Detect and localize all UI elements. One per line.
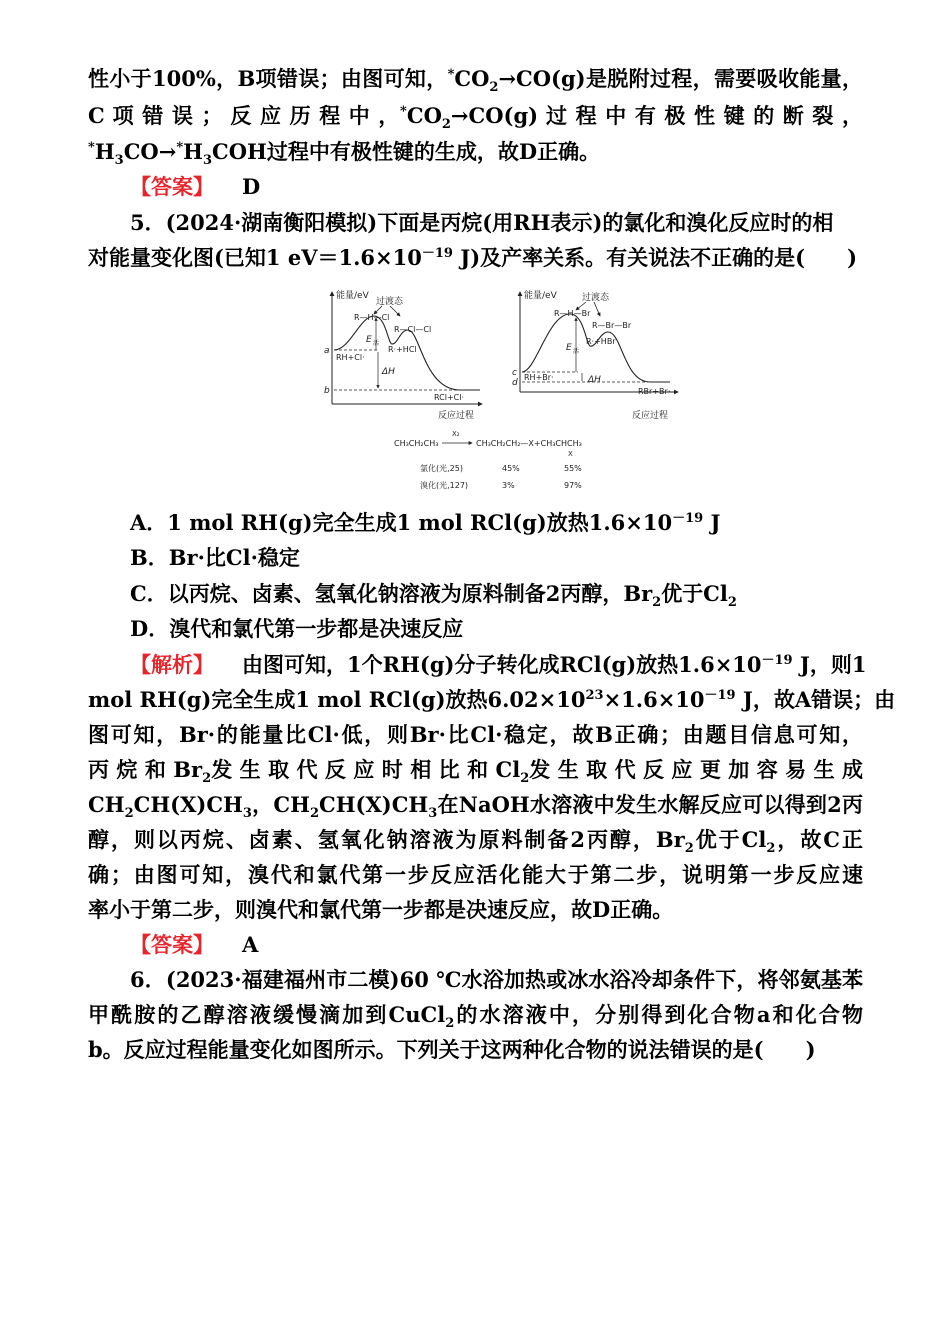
svg-text:R—H—Cl: R—H—Cl	[354, 313, 390, 322]
question-stem: 甲酰胺的乙醇溶液缓慢滴加到CuCl$_2$的水溶液中，分别得到化合物a和化合物	[88, 1002, 863, 1032]
svg-text:能量/eV: 能量/eV	[524, 291, 557, 301]
svg-text:溴化(光,127): 溴化(光,127)	[420, 481, 469, 490]
svg-text:R—H—Br: R—H—Br	[554, 309, 591, 318]
svg-text:反应过程: 反应过程	[438, 411, 475, 421]
svg-text:CH₃CH₂CH₃: CH₃CH₂CH₃	[394, 439, 439, 448]
answer-line	[130, 172, 863, 202]
explanation-line: 图可知，Br·的能量比Cl·低，则Br·比Cl·稳定，故B正确；由题目信息可知，	[88, 722, 863, 747]
answer-tag: 【答案】	[130, 932, 214, 957]
text-line: 性小于100%，B项错误；由图可知，$^*CO_2\to CO(g)$是脱附过程，需要吸收能量，	[88, 66, 863, 96]
explanation-line: 【解析】 由图可知，1个RH(g)分子转化成RCl(g)放热$1.6\times 10^{-19}$ J，则1	[130, 652, 867, 677]
option-d: D．溴代和氯代第一步都是决速反应	[130, 616, 464, 641]
svg-text:45%: 45%	[502, 464, 520, 473]
svg-text:R·+HCl: R·+HCl	[388, 345, 417, 354]
svg-text:X: X	[568, 450, 573, 458]
svg-text:氯化(光,25): 氯化(光,25)	[420, 464, 463, 473]
bromination-panel	[512, 289, 678, 421]
svg-text:活: 活	[373, 340, 380, 347]
svg-text:R—Br—Br: R—Br—Br	[592, 321, 632, 330]
answer-value: D	[242, 174, 261, 199]
energy-diagram-figure	[320, 286, 690, 498]
svg-text:d: d	[512, 378, 518, 388]
explanation-line: 确；由图可知，溴代和氯代第一步反应活化能大于第二步，说明第一步反应速	[88, 862, 863, 887]
svg-text:活: 活	[573, 348, 580, 355]
option-b: B．Br·比Cl·稳定	[130, 545, 300, 570]
explanation-line: 丙 烷 和 $Br_2$发 生 取 代 反 应 时 相 比 和 $Cl_2$发 生 取 代 反 应 更 加 容 易 生 成	[88, 757, 863, 787]
explanation-line: $CH_2CH(X)CH_3$，$CH_2CH(X)CH_3$在NaOH水溶液中发生水解反应可以得到2丙	[88, 792, 863, 822]
option-a: A．1 mol RH(g)完全生成1 mol RCl(g)放热$1.6\times 10^{-19}$ J	[130, 510, 721, 535]
svg-text:X₂: X₂	[452, 430, 460, 438]
svg-text:E: E	[566, 343, 572, 353]
answer-tag: 【答案】	[130, 174, 214, 199]
svg-text:反应过程: 反应过程	[632, 411, 669, 421]
option-c: C．以丙烷、卤素、氢氧化钠溶液为原料制备2丙醇，$Br_2$优于$Cl_2$	[130, 581, 737, 611]
svg-text:CH₃CH₂CH₂—X+CH₃CHCH₃: CH₃CH₂CH₂—X+CH₃CHCH₃	[476, 439, 582, 448]
svg-text:R—Cl—Cl: R—Cl—Cl	[394, 325, 432, 334]
svg-text:RH+Br·: RH+Br·	[524, 373, 554, 382]
svg-text:过渡态: 过渡态	[376, 297, 404, 307]
svg-text:过渡态: 过渡态	[582, 293, 610, 303]
question-stem: 5．(2024·湖南衡阳模拟)下面是丙烷(用RH表示)的氯化和溴化反应时的相	[130, 210, 834, 235]
svg-text:b: b	[324, 386, 330, 396]
chlorination-panel	[324, 289, 482, 421]
svg-text:E: E	[366, 335, 372, 345]
text-line: $^*H_3CO\to^*H_3COH$过程中有极性键的生成，故D正确。	[88, 139, 601, 169]
svg-text:ΔH: ΔH	[382, 367, 395, 377]
answer-line	[130, 930, 863, 960]
svg-text:R·+HBr: R·+HBr	[586, 337, 616, 346]
question-stem: 6．(2023·福建福州市二模)60 ℃水浴加热或冰水浴冷却条件下，将邻氨基苯	[130, 967, 863, 992]
analysis-tag: 【解析】	[130, 652, 214, 677]
explanation-line: 醇，则以丙烷、卤素、氢氧化钠溶液为原料制备2丙醇，$Br_2$优于$Cl_2$，故C正	[88, 827, 863, 857]
svg-text:3%: 3%	[502, 481, 515, 490]
svg-text:97%: 97%	[564, 481, 582, 490]
svg-text:ΔH: ΔH	[588, 375, 601, 385]
svg-text:55%: 55%	[564, 464, 582, 473]
question-stem: b。反应过程能量变化如图所示。下列关于这两种化合物的说法错误的是( )	[88, 1037, 816, 1062]
svg-text:RBr+Br·: RBr+Br·	[638, 387, 671, 396]
svg-text:c: c	[512, 368, 517, 378]
yield-table	[394, 430, 582, 490]
svg-text:能量/eV: 能量/eV	[336, 291, 369, 301]
question-stem: 对能量变化图(已知1 $eV=1.6\times 10^{-19}$ J)及产率关系。有关说法不正确的是( )	[88, 245, 858, 270]
text-line: C 项 错 误 ； 反 应 历 程 中 ，$^*CO_2\to CO(g)$ 过 程 中 有 极 性 键 的 断 裂 ，	[88, 103, 863, 133]
svg-text:a: a	[324, 346, 330, 356]
answer-value: A	[242, 932, 259, 957]
explanation-line: mol RH(g)完全生成1 mol RCl(g)放热$6.02\times 10^{23}\times 1.6\times 10^{-19}$ J，故A错误；由	[88, 687, 896, 712]
svg-text:RCl+Cl·: RCl+Cl·	[434, 393, 465, 402]
svg-text:RH+Cl·: RH+Cl·	[336, 353, 365, 362]
explanation-line: 率小于第二步，则溴代和氯代第一步都是决速反应，故D正确。	[88, 897, 674, 922]
